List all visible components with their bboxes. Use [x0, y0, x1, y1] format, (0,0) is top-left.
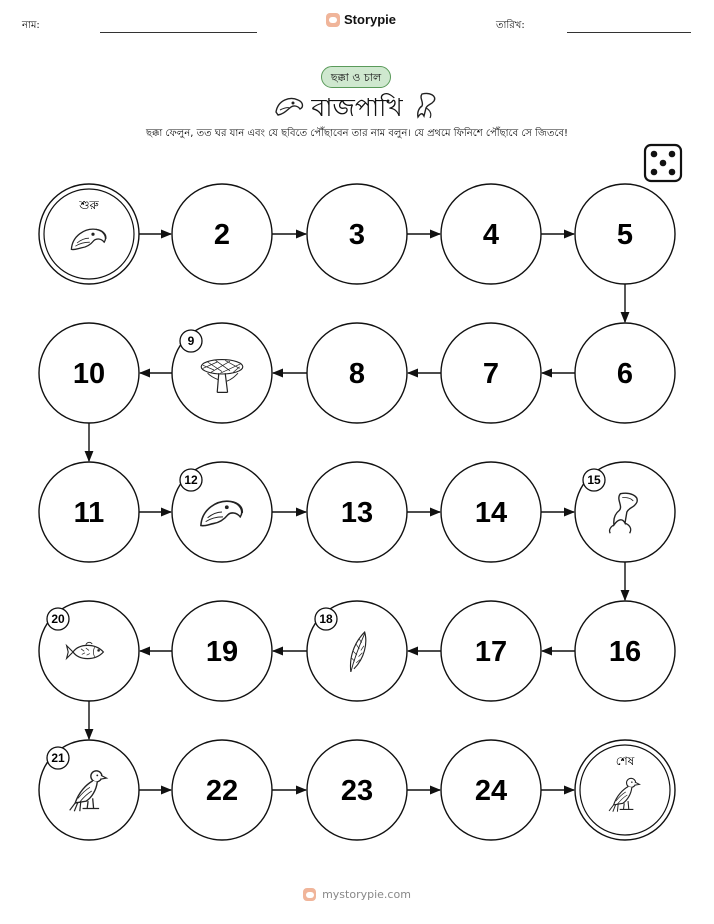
board-cell-20	[39, 601, 139, 701]
cell-number: 22	[205, 775, 239, 807]
board-cell-9	[172, 323, 272, 423]
footer	[0, 888, 714, 901]
cell-number: 2	[213, 219, 231, 251]
cell-number: 3	[348, 219, 366, 251]
cell-number: 11	[73, 497, 105, 529]
board-cell-18	[307, 601, 407, 701]
board-cell-11	[39, 462, 139, 562]
badge-number: 21	[51, 751, 65, 765]
cell-number: 16	[608, 636, 642, 668]
board-cell-16	[575, 601, 675, 701]
board-cell-6	[575, 323, 675, 423]
board-cell-21	[39, 740, 139, 840]
cell-number: 5	[616, 219, 634, 251]
board-cell-23	[307, 740, 407, 840]
cell-number: 24	[474, 775, 508, 807]
board-cell-13	[307, 462, 407, 562]
board-cell-14	[441, 462, 541, 562]
board-cell-8	[307, 323, 407, 423]
badge-number: 18	[319, 612, 333, 626]
cell-number: 14	[474, 497, 508, 529]
page-title: বাজপাখি	[311, 93, 403, 122]
start-cell	[39, 184, 139, 284]
board-cell-19	[172, 601, 272, 701]
cell-number: 17	[474, 636, 508, 668]
cell-number: 4	[482, 219, 500, 251]
board-cell-17	[441, 601, 541, 701]
cell-number: 8	[348, 358, 366, 390]
board-cell-3	[307, 184, 407, 284]
start-label: শুরু	[79, 198, 99, 212]
cell-number: 13	[340, 497, 374, 529]
storypie-logo-icon	[303, 888, 316, 901]
end-cell	[575, 740, 675, 840]
cell-number: 7	[482, 358, 500, 390]
cell-number: 23	[340, 775, 374, 807]
cell-number: 6	[616, 358, 634, 390]
badge-number: 9	[187, 334, 195, 348]
badge-number: 12	[184, 473, 198, 487]
cell-number: 19	[205, 636, 239, 668]
board-cell-10	[39, 323, 139, 423]
date-label: তারিখ:	[496, 20, 525, 31]
board-cell-2	[172, 184, 272, 284]
board-cell-4	[441, 184, 541, 284]
badge-number: 20	[51, 612, 65, 626]
footer-url[interactable]: mystorypie.com	[322, 888, 411, 901]
board-cell-12	[172, 462, 272, 562]
board-cell-22	[172, 740, 272, 840]
board-cell-24	[441, 740, 541, 840]
category-pill: ছক্কা ও চাল	[321, 66, 391, 88]
board-cell-5	[575, 184, 675, 284]
name-label: নাম:	[22, 20, 40, 31]
board-cell-15	[575, 462, 675, 562]
instructions: ছক্কা ফেলুন, তত ঘর যান এবং যে ছবিতে পৌঁছাবেন তার নাম বলুন। যে প্রথমে ফিনিশে পৌঁছাবে সে জিতবে!	[145, 128, 569, 139]
board-cell-7	[441, 323, 541, 423]
badge-number: 15	[587, 473, 601, 487]
cell-number: 10	[72, 358, 106, 390]
brand-name: Storypie	[344, 12, 397, 27]
end-label: শেষ	[615, 754, 635, 768]
